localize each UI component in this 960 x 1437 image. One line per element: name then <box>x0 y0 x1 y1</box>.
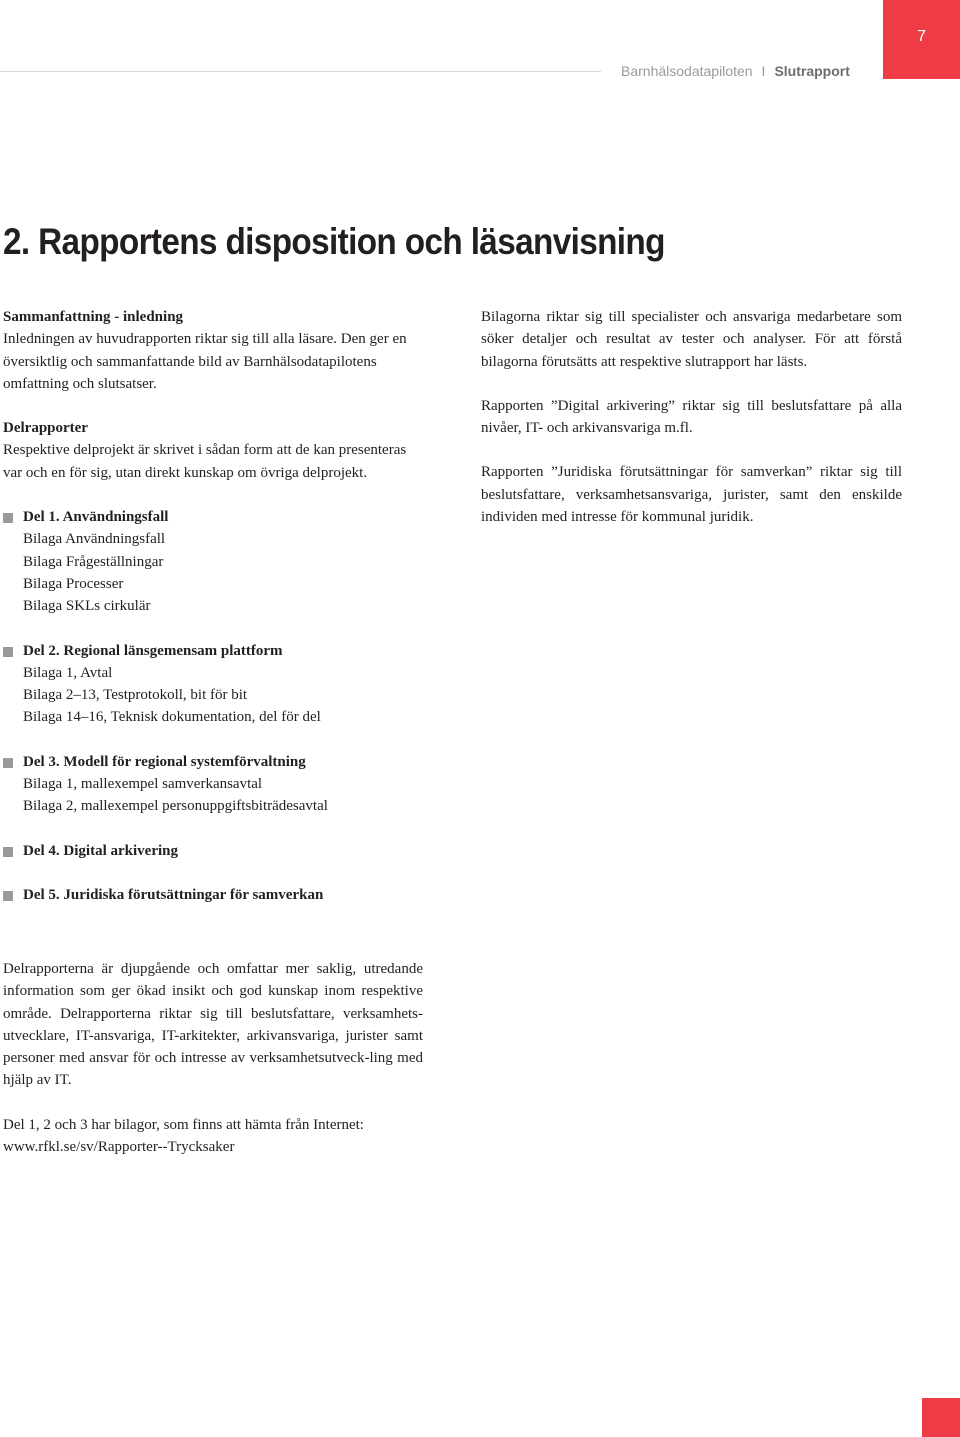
part-item: Bilaga Användningsfall <box>23 531 166 548</box>
running-header <box>621 63 850 79</box>
corner-mark <box>922 1398 960 1437</box>
part-title <box>3 640 423 662</box>
part-title <box>3 884 423 906</box>
subreports-title: Delrapporter <box>3 420 88 437</box>
header-rule <box>0 71 601 72</box>
internet-link: www.rfkl.se/sv/Rapporter--Trycksaker <box>3 1139 235 1156</box>
part-title <box>3 840 423 862</box>
subreports-text: Respektive delprojekt är skrivet i sådan form att de kan presenteras var och en för sig, utan direkt kunskap om övriga delprojekt. <box>3 442 407 481</box>
running-header-section: Slutrapport <box>774 63 850 79</box>
part-title-text: Del 3. Modell för regional systemförvaltning <box>23 753 306 770</box>
page-number: 7 <box>917 28 926 45</box>
part-item: Bilaga Frågeställningar <box>23 553 164 570</box>
right-paragraph-1: Bilagorna riktar sig till specialister och ansvariga medarbetare som söker detaljer och resultat av tester och analyser. För att förstå bilagorna förutsätts att respektive slutrapport har lästs. <box>481 309 902 370</box>
bottom-text <box>3 958 423 1158</box>
part-5 <box>3 884 423 906</box>
part-item: Bilaga 2, mallexempel personuppgiftsbiträdesavtal <box>23 798 328 815</box>
square-bullet-icon <box>3 847 13 857</box>
part-title-text: Del 2. Regional länsgemensam plattform <box>23 642 283 659</box>
part-3 <box>3 751 423 818</box>
right-paragraph-3: Rapporten ”Juridiska förutsättningar för samverkan” riktar sig till beslutsfattare, verksamhetsansvariga, jurister, samt den enskilde individen med intresse för kommunal juridik. <box>481 464 902 526</box>
bottom-paragraph-1: Delrapporterna är djupgående och omfattar mer saklig, utredande information som ger ökad insikt och god kunskap inom respektive område. Delrapporterna riktar sig till beslutsfattare, verksamhets-utvecklare, IT-ansvariga, IT-arkitekter, arkivansvariga, jurister samt personer med ansvar för och intresse av verksamhetsutveck-ling med hjälp av IT. <box>3 961 423 1089</box>
running-header-document: Barnhälsodatapiloten <box>621 63 753 79</box>
bottom-paragraph-2: Del 1, 2 och 3 har bilagor, som finns att hämta från Internet: <box>3 1116 364 1133</box>
square-bullet-icon <box>3 513 13 523</box>
right-column <box>481 306 902 528</box>
part-item: Bilaga 1, mallexempel samverkansavtal <box>23 776 263 793</box>
part-1 <box>3 506 423 617</box>
summary-text: Inledningen av huvudrapporten riktar sig till alla läsare. Den ger en översiktlig och sammanfattande bild av Barnhälsodatapilotens omfattning och slutsatser. <box>3 331 407 392</box>
part-title-text: Del 4. Digital arkivering <box>23 842 178 859</box>
part-item: Bilaga 2–13, Testprotokoll, bit för bit <box>23 687 248 704</box>
part-title-text: Del 1. Användningsfall <box>23 509 169 526</box>
square-bullet-icon <box>3 758 13 768</box>
part-4 <box>3 840 423 862</box>
running-header-separator: I <box>761 63 766 79</box>
page-number-box <box>883 0 960 79</box>
summary-title: Sammanfattning - inledning <box>3 309 184 325</box>
part-title-text: Del 5. Juridiska förutsättningar för samverkan <box>23 886 324 903</box>
part-title <box>3 751 423 773</box>
part-item: Bilaga 14–16, Teknisk dokumentation, del för del <box>23 709 321 726</box>
part-item: Bilaga Processer <box>23 575 124 592</box>
square-bullet-icon <box>3 647 13 657</box>
part-2 <box>3 640 423 729</box>
part-item: Bilaga SKLs cirkulär <box>23 598 151 615</box>
square-bullet-icon <box>3 891 13 901</box>
right-paragraph-2: Rapporten ”Digital arkivering” riktar sig till beslutsfattare på alla nivåer, IT- och arkivansvariga m.fl. <box>481 397 902 437</box>
part-title <box>3 506 423 528</box>
part-item: Bilaga 1, Avtal <box>23 664 113 681</box>
left-column <box>3 306 423 906</box>
page-heading: 2. Rapportens disposition och läsanvisning <box>3 221 665 262</box>
